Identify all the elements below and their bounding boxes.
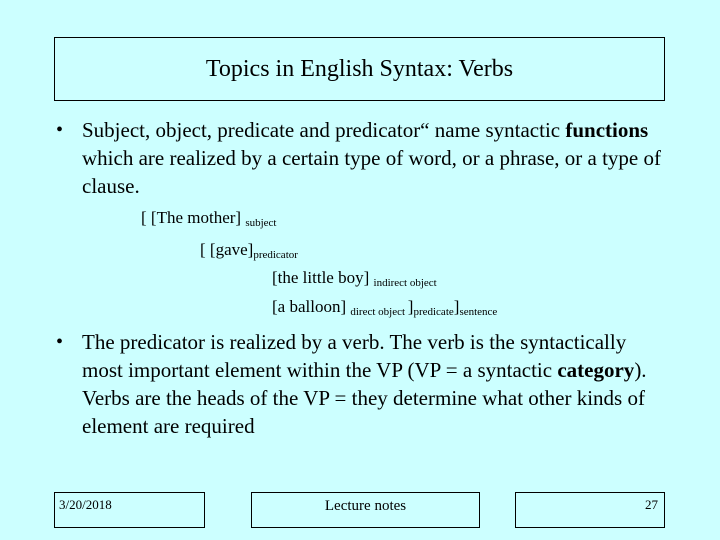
example-line-1-text: [ [The mother] [141,208,246,227]
example-line-4-sub3: sentence [459,306,498,318]
bullet-2-bold: category [557,358,635,382]
footer-page-box [515,492,665,528]
example-line-4 [272,297,497,317]
example-line-4-mid2: ] [453,297,460,316]
footer-page-number: 27 [645,497,658,512]
bullet-1-part2: which are realized by a certain type of word, or a phrase, or a type of clause. [82,146,661,198]
slide-title: Topics in English Syntax: Verbs [205,55,514,82]
example-line-4-text: [a balloon] [272,297,351,316]
example-line-2-text: [ [gave] [200,240,254,259]
bullet-1-text [82,116,672,200]
example-line-4-sub1: direct object [350,306,408,318]
bullet-marker: • [56,119,64,141]
example-line-3-text: [the little boy] [272,268,374,287]
footer-center-box [251,492,480,528]
bullet-2-text [82,328,672,440]
example-line-2 [200,240,298,260]
example-line-3-sub: indirect object [373,277,437,289]
bullet-2-part1: The predicator is realized by a verb. The verb is the syntactically most important element within the VP (VP = a syntactic [82,330,627,382]
example-line-2-sub: predicator [253,249,298,261]
example-line-4-sub2: predicate [413,306,454,318]
bullet-2-part2: ). Verbs are the heads of the VP = they determine what other kinds of element are required [82,358,647,438]
bullet-1-bold: functions [565,118,649,142]
bullet-1-part1: Subject, object, predicate and predicator“ name syntactic [82,118,566,142]
footer-center-text: Lecture notes [324,498,407,514]
footer-date: 3/20/2018 [59,497,112,512]
footer-date-box [54,492,205,528]
slide-title-box [54,37,665,101]
example-line-4-mid1: ] [407,297,414,316]
bullet-marker: • [56,331,64,353]
example-line-1-sub: subject [245,217,277,229]
example-line-3 [272,268,437,288]
example-line-1 [141,208,277,228]
